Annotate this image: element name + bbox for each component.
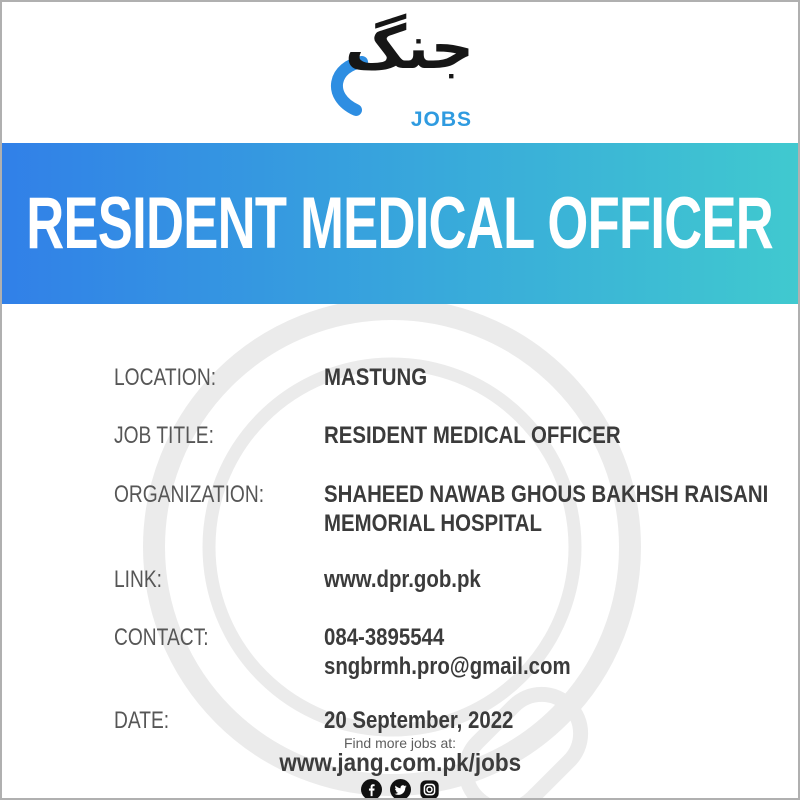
find-more-jobs-text: Find more jobs at:	[343, 735, 457, 751]
organization-label: ORGANIZATION:	[114, 481, 265, 508]
contact-label: CONTACT:	[114, 624, 209, 651]
twitter-icon[interactable]	[390, 779, 411, 800]
banner-title: RESIDENT MEDICAL OFFICER	[26, 183, 774, 264]
facebook-icon[interactable]	[361, 779, 382, 800]
date-value: 20 September, 2022	[324, 707, 514, 734]
contact-email[interactable]: sngbrmh.pro@gmail.com	[324, 653, 571, 680]
jang-jobs-url[interactable]: www.jang.com.pk/jobs	[279, 749, 521, 777]
contact-phone: 084-3895544	[324, 624, 445, 651]
link-label: LINK:	[114, 566, 163, 593]
logo-urdu-calligraphy: جنگ	[344, 13, 474, 83]
logo-jobs-label: JOBS	[410, 108, 472, 131]
job-details	[2, 2, 798, 798]
job-title-value: RESIDENT MEDICAL OFFICER	[324, 422, 621, 449]
location-label: LOCATION:	[114, 364, 217, 391]
location-value: MASTUNG	[324, 364, 428, 391]
organization-value: SHAHEED NAWAB GHOUS BAKHSH RAISANI MEMORIAL HOSPITAL	[324, 481, 769, 537]
job-title-label: JOB TITLE:	[114, 422, 214, 449]
social-icons-row	[2, 779, 798, 800]
link-value[interactable]: www.dpr.gob.pk	[324, 566, 481, 593]
instagram-icon[interactable]	[419, 779, 440, 800]
contact-value	[324, 623, 787, 681]
date-label: DATE:	[114, 707, 170, 734]
